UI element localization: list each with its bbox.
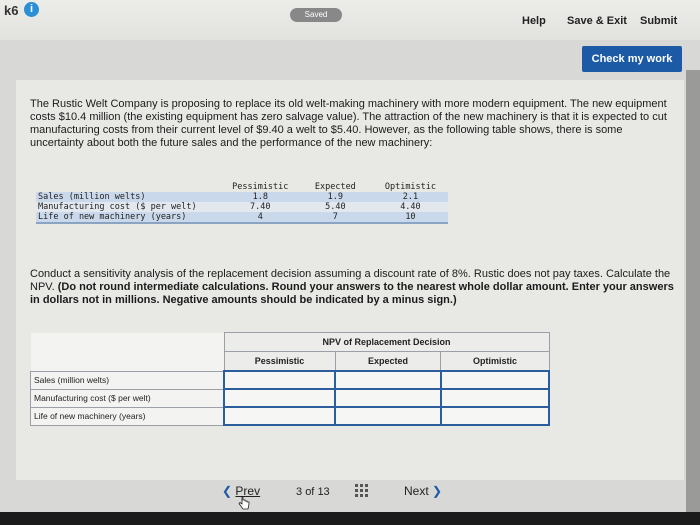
cell-value: 2.1 <box>373 192 448 202</box>
chevron-left-icon: ❮ <box>222 484 233 498</box>
npv-col-pessimistic: Pessimistic <box>224 352 335 372</box>
help-link[interactable]: Help <box>522 15 546 27</box>
hand-cursor-icon <box>238 496 250 510</box>
page-sep: of <box>305 486 315 498</box>
cell-value: 5.40 <box>298 202 373 212</box>
next-button[interactable] <box>404 484 442 498</box>
npv-life-expected-input[interactable] <box>337 409 439 423</box>
page-total: 13 <box>317 486 330 498</box>
row-label: Sales (million welts) <box>36 192 223 202</box>
row-label: Life of new machinery (years) <box>31 407 225 425</box>
instructions-text: Conduct a sensitivity analysis of the replacement decision assuming a discount rate of 8%. Rustic does not pay taxes. Calculate the NPV. <box>30 268 671 293</box>
table-row <box>36 192 448 202</box>
npv-life-pessimistic-input[interactable] <box>226 409 333 423</box>
question-number: k6 <box>4 3 19 18</box>
saved-badge: Saved <box>290 8 342 22</box>
prev-label: Prev <box>235 484 261 498</box>
npv-col-optimistic: Optimistic <box>441 352 549 372</box>
cell-value: 7.40 <box>223 202 298 212</box>
npv-answer-table <box>30 332 550 426</box>
table-rule <box>36 222 448 224</box>
next-label: Next <box>404 484 429 498</box>
cell-value: 1.8 <box>223 192 298 202</box>
row-label: Life of new machinery (years) <box>36 212 223 222</box>
npv-life-optimistic-input[interactable] <box>443 409 547 423</box>
data-col-expected: Expected <box>314 182 356 192</box>
cell-value: 4.40 <box>373 202 448 212</box>
screen-bezel <box>0 512 700 525</box>
npv-cost-pessimistic-input[interactable] <box>226 391 333 405</box>
scrollbar-track[interactable] <box>686 70 700 515</box>
cell-value: 7 <box>298 212 373 222</box>
info-icon[interactable]: i <box>24 2 39 17</box>
chevron-right-icon: ❯ <box>432 484 443 498</box>
npv-sales-optimistic-input[interactable] <box>443 373 547 387</box>
data-table-header <box>36 182 448 192</box>
submit-link[interactable]: Submit <box>640 15 678 27</box>
instructions <box>30 268 675 307</box>
data-col-optimistic: Optimistic <box>384 182 437 192</box>
npv-cost-optimistic-input[interactable] <box>443 391 547 405</box>
table-row <box>31 371 550 389</box>
scenario-data-table <box>36 182 448 224</box>
check-my-work-button[interactable]: Check my work <box>582 46 682 72</box>
table-row <box>36 212 448 222</box>
top-bar <box>0 0 700 40</box>
problem-statement: The Rustic Welt Company is proposing to replace its old welt-making machinery with more modern equipment. The new equipment costs $10.4 million (the existing equipment has zero salvage value). The attraction of the new machinery is that it is expected to cut manufacturing costs from their current level of $9.40 a welt to $5.40. However, as the following table shows, there is some uncertainty about both the future sales and the performance of the new machinery: <box>30 98 667 149</box>
table-row <box>36 202 448 212</box>
npv-table-title: NPV of Replacement Decision <box>224 333 549 352</box>
npv-col-expected: Expected <box>335 352 441 372</box>
npv-sales-pessimistic-input[interactable] <box>226 373 333 387</box>
npv-cost-expected-input[interactable] <box>337 391 439 405</box>
grid-icon[interactable] <box>355 484 369 498</box>
instructions-bold: (Do not round intermediate calculations. Round your answers to the nearest whole dollar amount. Enter your answers in dollars not in millions. Negative amounts should be indicated by a minus sign.) <box>30 281 674 306</box>
row-label: Manufacturing cost ($ per welt) <box>31 389 225 407</box>
table-row <box>31 389 550 407</box>
row-label: Manufacturing cost ($ per welt) <box>36 202 223 212</box>
save-exit-link[interactable]: Save & Exit <box>567 15 627 27</box>
table-row <box>31 407 550 425</box>
page-indicator <box>296 486 330 498</box>
page-current: 3 <box>296 486 303 498</box>
cell-value: 4 <box>223 212 298 222</box>
data-col-pessimistic: Pessimistic <box>232 182 289 192</box>
cell-value: 10 <box>373 212 448 222</box>
row-label: Sales (million welts) <box>31 371 225 389</box>
npv-sales-expected-input[interactable] <box>337 373 439 387</box>
cell-value: 1.9 <box>298 192 373 202</box>
